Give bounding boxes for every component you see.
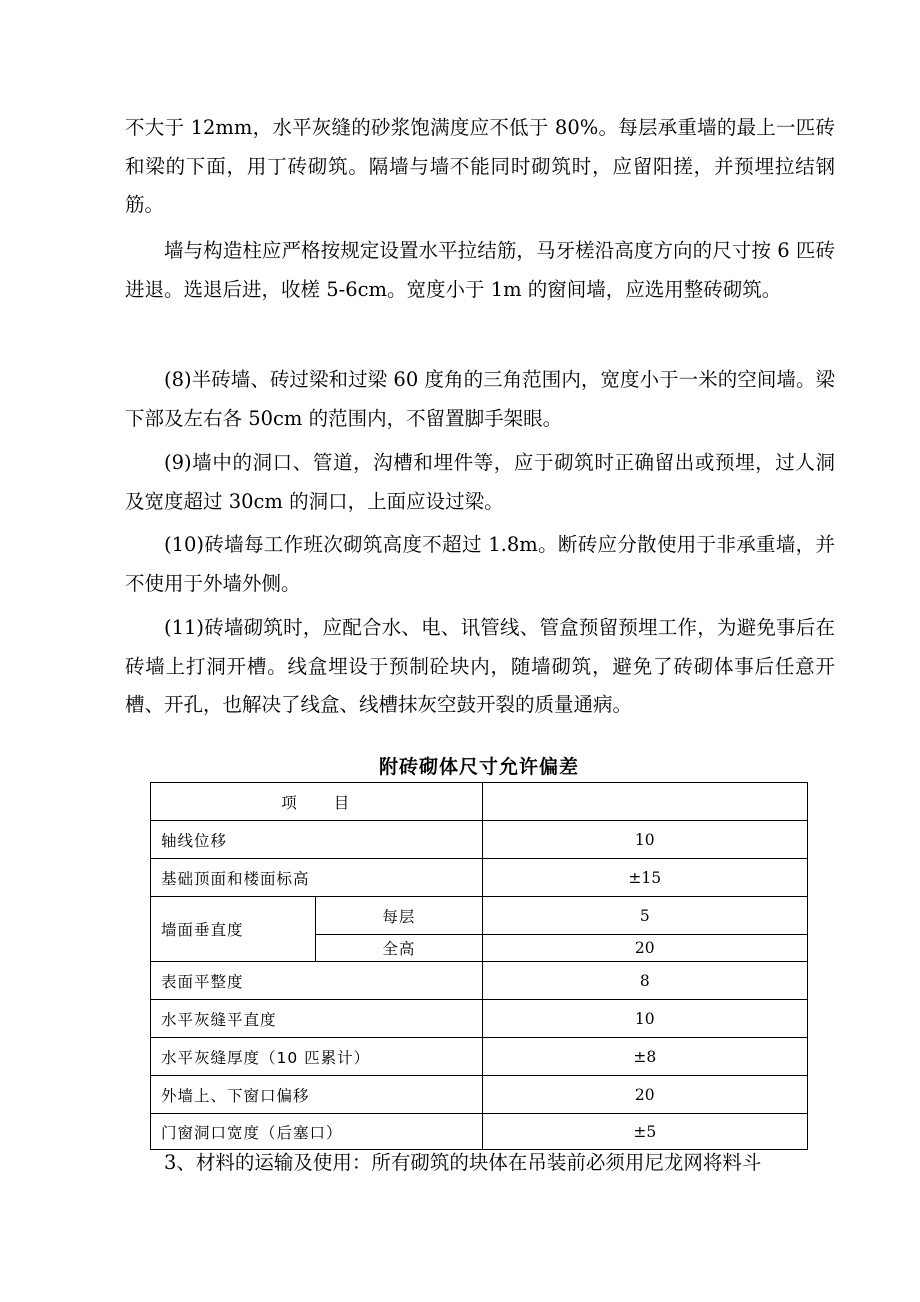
row-item-label: 表面平整度 [151, 962, 483, 1000]
table-row [151, 1000, 808, 1038]
paragraph-tie-bars: 墙与构造柱应严格按规定设置水平拉结筋，马牙槎沿高度方向的尺寸按 6 匹砖进退。选退后进，收槎 5-6cm。宽度小于 1m 的窗间墙，应选用整砖砌筑。 [125, 239, 835, 301]
row-item-label: 轴线位移 [151, 821, 483, 859]
row-sub-label: 全高 [316, 935, 482, 962]
row-value: 20 [482, 935, 807, 962]
row-item-label: 水平灰缝厚度（10 匹累计） [151, 1038, 483, 1076]
row-value: 10 [482, 1000, 807, 1038]
table-row [151, 821, 808, 859]
table-row [151, 1038, 808, 1076]
row-item-label: 门窗洞口宽度（后塞口） [151, 1114, 483, 1150]
row-value: ±8 [482, 1038, 807, 1076]
table-row [151, 1076, 808, 1114]
table-row [151, 962, 808, 1000]
paragraph-mortar-requirements: 不大于 12mm，水平灰缝的砂浆饱满度应不低于 80%。每层承重墙的最上一匹砖和梁的下面，用丁砖砌筑。隔墙与墙不能同时砌筑时，应留阳搓，并预埋拉结钢筋。 [125, 116, 835, 216]
paragraph-material-transport: 3、材料的运输及使用：所有砌筑的块体在吊装前必须用尼龙网将料斗 [164, 1151, 762, 1174]
row-value: 10 [482, 821, 807, 859]
row-value: 5 [482, 897, 807, 935]
row-item-label: 墙面垂直度 [151, 897, 316, 962]
table-header-row [151, 783, 808, 821]
table-caption: 附砖砌体尺寸允许偏差 [378, 756, 579, 778]
row-value: ±5 [482, 1114, 807, 1150]
paragraph-item-9: (9)墙中的洞口、管道，沟槽和埋件等，应于砌筑时正确留出或预埋，过人洞及宽度超过 30cm 的洞口，上面应设过梁。 [125, 451, 835, 513]
row-sub-label: 每层 [316, 897, 482, 935]
row-value: 8 [482, 962, 807, 1000]
row-value: 20 [482, 1076, 807, 1114]
table-row [151, 897, 808, 935]
table-row [151, 859, 808, 897]
paragraph-item-8: (8)半砖墙、砖过梁和过梁 60 度角的三角范围内，宽度小于一米的空间墙。梁下部及左右各 50cm 的范围内，不留置脚手架眼。 [125, 368, 835, 430]
header-item-cell: 项 目 [151, 783, 483, 821]
row-item-label: 外墙上、下窗口偏移 [151, 1076, 483, 1114]
row-value: ±15 [482, 859, 807, 897]
paragraph-item-10: (10)砖墙每工作班次砌筑高度不超过 1.8m。断砖应分散使用于非承重墙，并不使用于外墙外侧。 [125, 533, 835, 595]
paragraph-item-11: (11)砖墙砌筑时，应配合水、电、讯管线、管盒预留预埋工作，为避免事后在砖墙上打洞开槽。线盒埋设于预制砼块内，随墙砌筑，避免了砖砌体事后任意开槽、开孔，也解决了线盒、线槽抹灰空鼓开裂的质量通病。 [125, 616, 835, 716]
row-item-label: 基础顶面和楼面标高 [151, 859, 483, 897]
row-item-label: 水平灰缝平直度 [151, 1000, 483, 1038]
tolerance-table [150, 782, 808, 1150]
header-value-cell [482, 783, 807, 821]
